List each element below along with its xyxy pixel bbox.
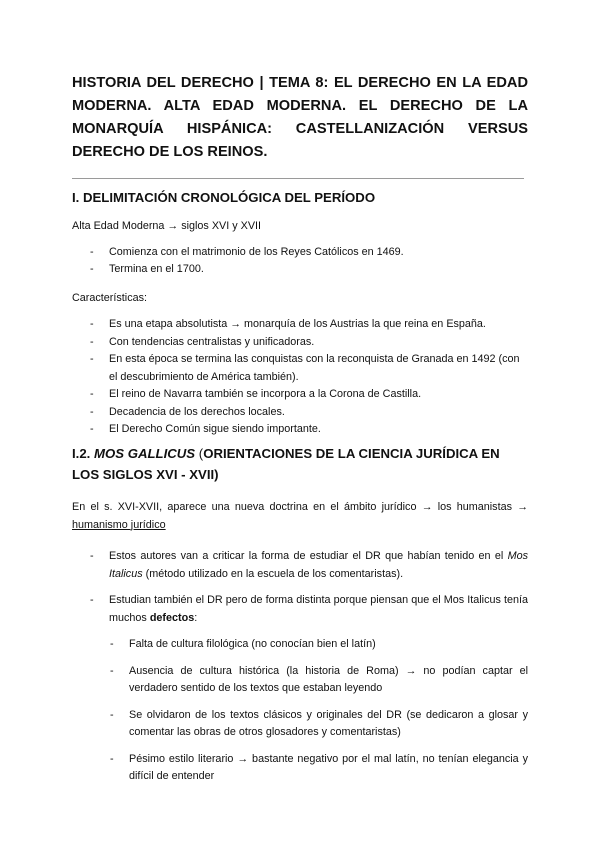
document-title <box>72 72 528 164</box>
dash-bullet: - <box>90 263 94 275</box>
list-item: - Es una etapa absolutista → monarquía de los Austrias la que reina en España. <box>72 316 528 334</box>
dash-bullet: - <box>110 708 114 721</box>
dash-bullet: - <box>90 318 94 330</box>
section-1-intro: Alta Edad Moderna → siglos XVI y XVII <box>72 220 262 232</box>
characteristics-list <box>72 316 528 439</box>
dash-bullet: - <box>90 550 94 562</box>
section-1-heading: I. DELIMITACIÓN CRONOLÓGICA DEL PERÍODO <box>72 190 376 205</box>
list-item: - Pésimo estilo literario → bastante negativo por el mal latín, no tenían elegancia y difícil de entender <box>110 752 528 782</box>
list-item: - Ausencia de cultura histórica (la historia de Roma) → no podían captar el verdadero sentido de los textos que estaban leyendo <box>110 664 528 694</box>
section-2 <box>72 443 528 786</box>
dash-bullet: - <box>90 335 94 348</box>
list-item: - Estudian también el DR pero de forma distinta porque piensan que el Mos Italicus tenía muchos defectos: <box>90 594 528 624</box>
list-item: - El Derecho Común sigue siendo importante. <box>72 421 528 439</box>
list-item: - El reino de Navarra también se incorpora a la Corona de Castilla. <box>72 386 528 404</box>
dash-bullet: - <box>90 353 94 365</box>
list-item: - En esta época se termina las conquistas con la reconquista de Granada en 1492 (con el descubrimiento de América también). <box>90 353 520 383</box>
section-2-heading: I.2. MOS GALLICUS (ORIENTACIONES DE LA CIENCIA JURÍDICA EN LOS SIGLOS XVI - XVII) <box>72 446 500 482</box>
humanismo-juridico-link: humanismo jurídico <box>72 518 166 531</box>
dash-bullet: - <box>90 405 94 418</box>
list-item: - Termina en el 1700. <box>72 261 528 279</box>
dash-bullet: - <box>110 638 114 650</box>
list-item: - Comienza con el matrimonio de los Reyes Católicos en 1469. <box>72 244 528 262</box>
list-item: - Falta de cultura filológica (no conocían bien el latín) <box>72 636 528 654</box>
dash-bullet: - <box>110 664 114 677</box>
dash-bullet: - <box>90 388 94 400</box>
critique-list <box>72 548 528 627</box>
section-1 <box>72 187 528 439</box>
list-item: - Decadencia de los derechos locales. <box>72 404 528 422</box>
title-divider <box>72 178 524 179</box>
dash-bullet: - <box>90 594 94 606</box>
list-item: - Se olvidaron de los textos clásicos y originales del DR (se dedicaron a glosar y comentar las obras de otros glosadores y comentaristas) <box>110 708 528 738</box>
characteristics-label: Características: <box>72 291 147 304</box>
section-2-intro: En el s. XVI-XVII, aparece una nueva doctrina en el ámbito jurídico → los humanistas → humanismo jurídico <box>72 501 528 531</box>
list-item: - Estos autores van a criticar la forma de estudiar el DR que habían tenido en el Mos Italicus (método utilizado en la escuela de los comentaristas). <box>90 550 528 580</box>
title-separator: | <box>259 75 264 91</box>
title-topic: TEMA 8: EL DERECHO EN LA EDAD MODERNA. ALTA EDAD MODERNA. EL DERECHO DE LA MONARQUÍA HISPÁNICA: CASTELLANIZACIÓN VERSUS DERECHO DE LOS REINOS. <box>72 75 528 160</box>
dash-bullet: - <box>90 423 94 435</box>
defects-list <box>72 636 528 786</box>
dash-bullet: - <box>110 752 114 765</box>
dash-bullet: - <box>90 245 94 258</box>
dates-list <box>72 244 528 279</box>
title-course: HISTORIA DEL DERECHO <box>72 75 254 91</box>
list-item: - Con tendencias centralistas y unificadoras. <box>72 334 528 352</box>
